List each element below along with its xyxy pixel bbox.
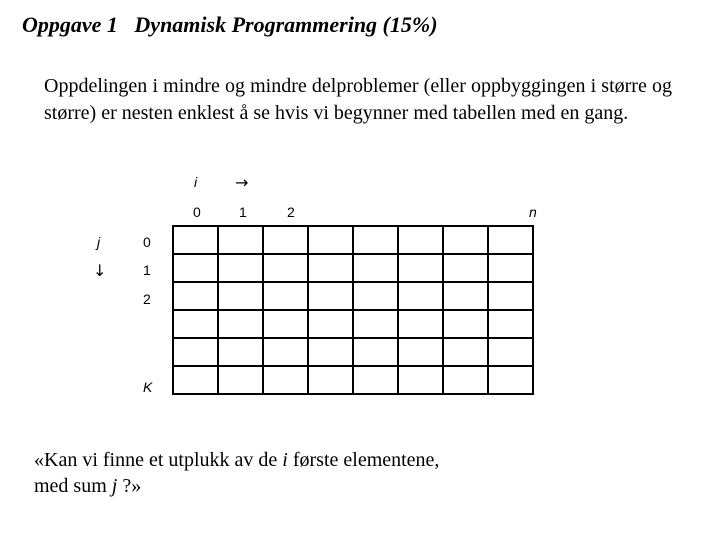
table-cell: [308, 310, 353, 338]
table-cell: [173, 282, 218, 310]
table-row: [173, 282, 533, 310]
table-cell: [173, 254, 218, 282]
table-cell: [488, 366, 533, 394]
table-cell: [218, 310, 263, 338]
quote-line-1: «Kan vi finne et utplukk av de i første elementene,: [34, 449, 440, 471]
table-cell: [443, 338, 488, 366]
col-label-0: 0: [193, 204, 201, 220]
table-cell: [398, 310, 443, 338]
table-row: [173, 310, 533, 338]
table-cell: [443, 282, 488, 310]
row-label-1: 1: [143, 262, 151, 278]
question-quote: [34, 447, 439, 499]
table-cell: [173, 226, 218, 254]
dp-table: [172, 225, 534, 395]
table-cell: [443, 226, 488, 254]
table-cell: [263, 282, 308, 310]
table-cell: [308, 282, 353, 310]
table-cell: [218, 282, 263, 310]
table-cell: [353, 366, 398, 394]
table-cell: [398, 226, 443, 254]
table-cell: [173, 338, 218, 366]
table-cell: [263, 226, 308, 254]
table-row: [173, 338, 533, 366]
col-label-1: 1: [239, 204, 247, 220]
table-row: [173, 366, 533, 394]
table-cell: [218, 226, 263, 254]
row-label-0: 0: [143, 234, 151, 250]
table-cell: [353, 254, 398, 282]
intro-paragraph: Oppdelingen i mindre og mindre delproblemer (eller oppbyggingen i større og større) er nesten enklest å se hvis vi begynner med tabellen med en gang.: [44, 75, 672, 124]
quote-var-i: i: [282, 449, 288, 471]
table-cell: [218, 338, 263, 366]
table-cell: [398, 338, 443, 366]
i-label: i: [194, 174, 198, 190]
table-cell: [353, 338, 398, 366]
down-arrow-icon: ↓: [93, 261, 107, 280]
table-cell: [398, 282, 443, 310]
table-cell: [263, 338, 308, 366]
table-cell: [488, 226, 533, 254]
table-cell: [308, 366, 353, 394]
table-row: [173, 254, 533, 282]
table-cell: [443, 254, 488, 282]
table-cell: [173, 310, 218, 338]
table-cell: [308, 254, 353, 282]
table-cell: [488, 254, 533, 282]
table-cell: [488, 310, 533, 338]
table-cell: [308, 226, 353, 254]
table-cell: [488, 338, 533, 366]
table-cell: [263, 366, 308, 394]
table-cell: [308, 338, 353, 366]
table-cell: [353, 310, 398, 338]
table-cell: [353, 226, 398, 254]
j-label: j: [97, 234, 101, 250]
col-label-n: n: [529, 204, 537, 220]
quote-var-j: j: [111, 475, 118, 497]
table-cell: [488, 282, 533, 310]
table-row: [173, 226, 533, 254]
table-cell: [218, 254, 263, 282]
table-cell: [398, 366, 443, 394]
right-arrow-icon: →: [235, 173, 249, 192]
table-cell: [218, 366, 263, 394]
row-label-2: 2: [143, 291, 151, 307]
table-cell: [263, 310, 308, 338]
page-title: Oppgave 1 Dynamisk Programmering (15%): [22, 12, 438, 37]
table-cell: [263, 254, 308, 282]
row-label-k: K: [143, 379, 153, 395]
quote-line-2: med sum j ?»: [34, 475, 142, 497]
table-cell: [398, 254, 443, 282]
table-cell: [443, 366, 488, 394]
table-cell: [173, 366, 218, 394]
col-label-2: 2: [287, 204, 295, 220]
table-cell: [353, 282, 398, 310]
table-cell: [443, 310, 488, 338]
